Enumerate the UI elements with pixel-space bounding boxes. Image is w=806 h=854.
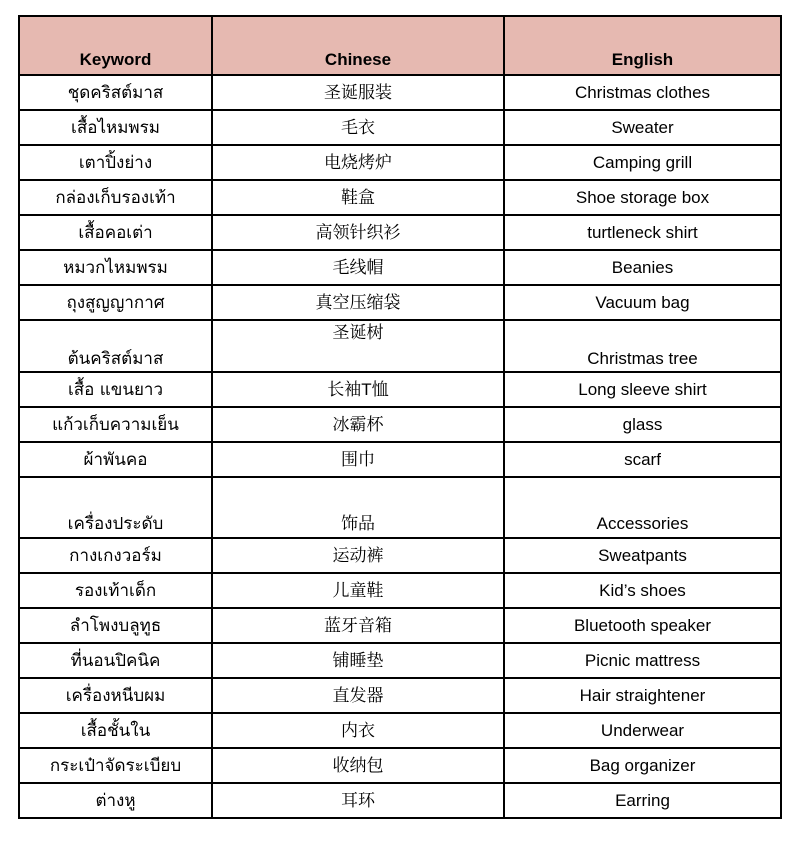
table-row [19,250,781,285]
keyword-cell: ลำโพงบลูทูธ [19,608,212,643]
english-cell: glass [504,407,781,442]
english-cell: Christmas tree [504,320,781,372]
table-row [19,748,781,783]
table-row [19,372,781,407]
chinese-cell: 鞋盒 [212,180,504,215]
keyword-cell: เครื่องประดับ [19,477,212,538]
chinese-cell: 儿童鞋 [212,573,504,608]
table-row [19,477,781,538]
keyword-cell: กางเกงวอร์ม [19,538,212,573]
english-cell: Long sleeve shirt [504,372,781,407]
table-row [19,573,781,608]
english-cell: Kid’s shoes [504,573,781,608]
keyword-cell: เครื่องหนีบผม [19,678,212,713]
table-row [19,180,781,215]
table-row [19,285,781,320]
keyword-cell: เตาปิ้งย่าง [19,145,212,180]
table-row [19,215,781,250]
table-row [19,678,781,713]
keyword-cell: ต่างหู [19,783,212,818]
keyword-table [18,15,782,819]
keyword-cell: กระเป๋าจัดระเบียบ [19,748,212,783]
chinese-cell: 围巾 [212,442,504,477]
chinese-cell: 冰霸杯 [212,407,504,442]
chinese-cell: 收纳包 [212,748,504,783]
english-cell: Vacuum bag [504,285,781,320]
table-row [19,145,781,180]
keyword-cell: หมวกไหมพรม [19,250,212,285]
chinese-cell: 铺睡垫 [212,643,504,678]
keyword-cell: ต้นคริสต์มาส [19,320,212,372]
english-cell: Picnic mattress [504,643,781,678]
keyword-cell: กล่องเก็บรองเท้า [19,180,212,215]
english-cell: Christmas clothes [504,75,781,110]
chinese-cell: 直发器 [212,678,504,713]
english-cell: Bluetooth speaker [504,608,781,643]
keyword-cell: แก้วเก็บความเย็น [19,407,212,442]
chinese-cell: 真空压缩袋 [212,285,504,320]
chinese-cell: 高领针织衫 [212,215,504,250]
keyword-cell: ชุดคริสต์มาส [19,75,212,110]
table-row [19,538,781,573]
header-keyword: Keyword [19,16,212,75]
english-cell: Hair straightener [504,678,781,713]
chinese-cell: 蓝牙音箱 [212,608,504,643]
english-cell: Bag organizer [504,748,781,783]
table-row [19,783,781,818]
english-cell: Shoe storage box [504,180,781,215]
table-row [19,407,781,442]
english-cell: Accessories [504,477,781,538]
table-row [19,442,781,477]
english-cell: scarf [504,442,781,477]
keyword-cell: เสื้อชั้นใน [19,713,212,748]
english-cell: Underwear [504,713,781,748]
keyword-cell: เสื้อคอเต่า [19,215,212,250]
keyword-cell: ถุงสูญญากาศ [19,285,212,320]
english-cell: Beanies [504,250,781,285]
chinese-cell: 圣诞服装 [212,75,504,110]
chinese-cell: 圣诞树 [212,320,504,372]
english-cell: Camping grill [504,145,781,180]
chinese-cell: 电烧烤炉 [212,145,504,180]
chinese-cell: 运动裤 [212,538,504,573]
chinese-cell: 内衣 [212,713,504,748]
chinese-cell: 毛线帽 [212,250,504,285]
chinese-cell: 长袖T恤 [212,372,504,407]
table-row [19,320,781,372]
chinese-cell: 耳环 [212,783,504,818]
chinese-cell: 饰品 [212,477,504,538]
keyword-cell: เสื้อ แขนยาว [19,372,212,407]
chinese-cell: 毛衣 [212,110,504,145]
keyword-cell: ที่นอนปิคนิค [19,643,212,678]
english-cell: turtleneck shirt [504,215,781,250]
english-cell: Sweatpants [504,538,781,573]
table-row [19,608,781,643]
english-cell: Earring [504,783,781,818]
header-english: English [504,16,781,75]
table-row [19,643,781,678]
header-chinese: Chinese [212,16,504,75]
english-cell: Sweater [504,110,781,145]
table-row [19,110,781,145]
table-row [19,75,781,110]
keyword-cell: ผ้าพันคอ [19,442,212,477]
header-row [19,16,781,75]
keyword-cell: รองเท้าเด็ก [19,573,212,608]
keyword-cell: เสื้อไหมพรม [19,110,212,145]
table-row [19,713,781,748]
